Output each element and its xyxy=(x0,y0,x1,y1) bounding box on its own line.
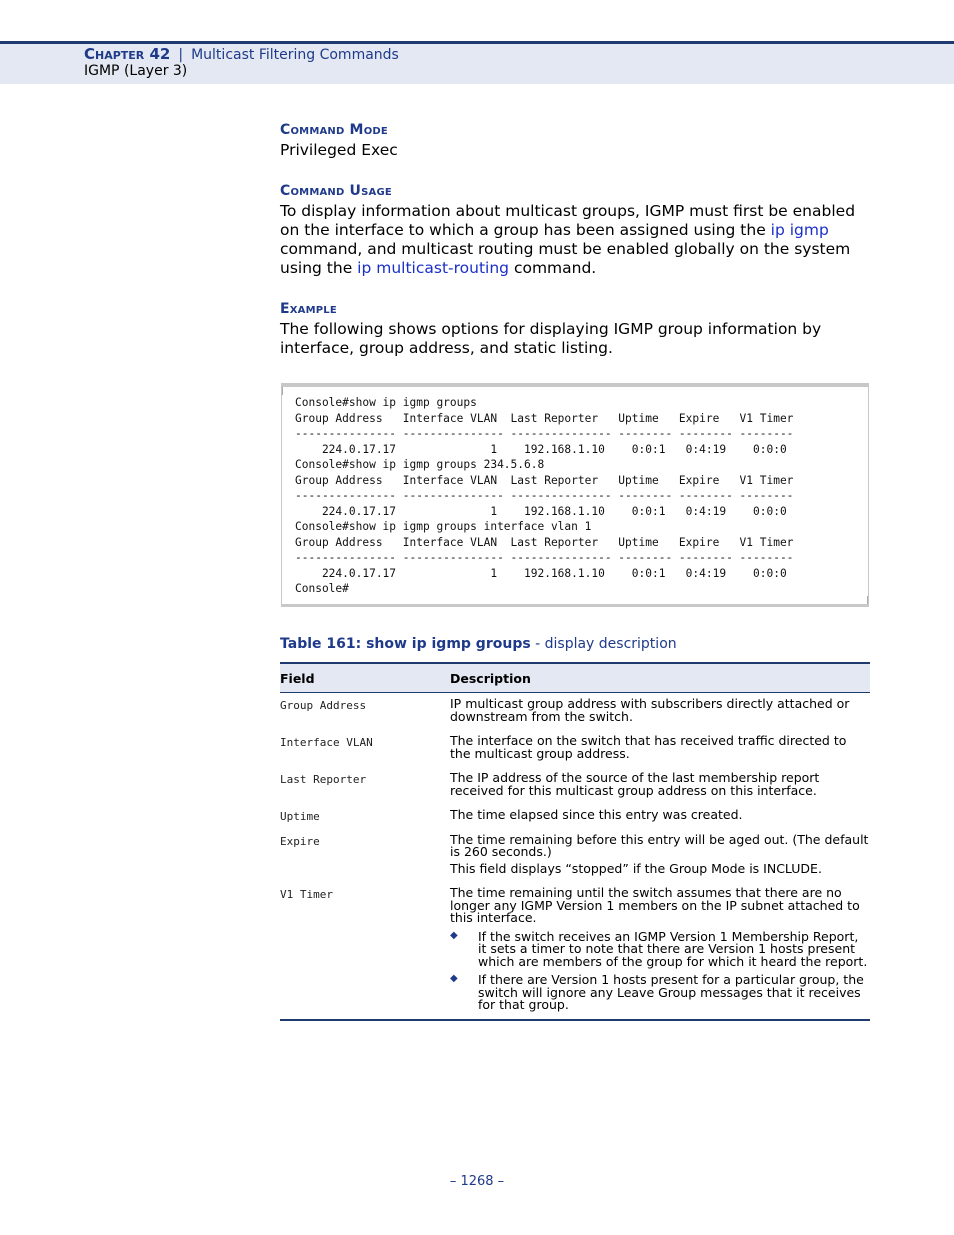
description-text: The interface on the switch that has received traffic directed to the multicast group address. xyxy=(450,733,847,761)
bullet-item xyxy=(450,928,870,969)
console-line: 224.0.17.17 1 192.168.1.10 0:0:1 0:4:19 0:0:0 xyxy=(295,566,787,580)
table-row xyxy=(280,829,870,883)
command-mode-heading: Command Mode xyxy=(280,122,388,138)
field-cell: Expire xyxy=(280,834,320,848)
ip-multicast-routing-link[interactable]: ip multicast-routing xyxy=(357,259,510,277)
column-header-description: Description xyxy=(450,663,870,693)
description-cell xyxy=(450,804,870,829)
description-cell xyxy=(450,829,870,883)
command-mode-text: Privileged Exec xyxy=(280,141,398,159)
usage-text-2: command, and multicast routing must be enabled globally on the system using the xyxy=(280,240,851,277)
console-output xyxy=(295,395,793,597)
table-header-row xyxy=(280,663,870,693)
description-text: IP multicast group address with subscribers directly attached or downstream from the switch. xyxy=(450,696,850,724)
table-row xyxy=(280,882,870,1020)
field-cell: Interface VLAN xyxy=(280,736,373,749)
code-box-corner xyxy=(863,596,868,604)
console-line: 224.0.17.17 1 192.168.1.10 0:0:1 0:4:19 0:0:0 xyxy=(295,442,787,456)
table-row xyxy=(280,767,870,804)
field-cell: Last Reporter xyxy=(280,773,367,786)
bullet-item xyxy=(450,974,870,1012)
field-cell: V1 Timer xyxy=(280,888,333,901)
field-cell: Group Address xyxy=(280,699,367,712)
console-line: --------------- --------------- --------------- -------- -------- -------- xyxy=(295,427,794,440)
example-heading: Example xyxy=(280,301,337,317)
ip-igmp-link[interactable]: ip igmp xyxy=(770,221,829,239)
console-line: Console# xyxy=(295,582,349,595)
table-row xyxy=(280,804,870,829)
page-number: – 1268 – xyxy=(449,1174,505,1189)
code-box-corner xyxy=(282,387,287,395)
description-text: This field displays “stopped” if the Group Mode is INCLUDE. xyxy=(450,860,822,876)
running-header xyxy=(84,45,399,63)
console-line: 224.0.17.17 1 192.168.1.10 0:0:1 0:4:19 0:0:0 xyxy=(295,504,787,518)
console-line: --------------- --------------- --------------- -------- -------- -------- xyxy=(295,551,794,564)
description-text: The time remaining until the switch assumes that there are no longer any IGMP Version 1 members on the IP subnet attached to this interface. xyxy=(450,885,860,925)
description-cell xyxy=(450,882,870,1020)
console-line: Console#show ip igmp groups 234.5.6.8 xyxy=(295,458,545,471)
table-row xyxy=(280,730,870,767)
field-cell: Uptime xyxy=(280,810,320,823)
description-text: The time remaining before this entry will be aged out. (The default is 260 seconds.) xyxy=(450,831,869,859)
console-line: Console#show ip igmp groups xyxy=(295,396,477,409)
description-cell xyxy=(450,693,870,731)
code-example-box xyxy=(281,383,869,607)
command-usage-heading: Command Usage xyxy=(280,183,392,199)
description-text: The time elapsed since this entry was created. xyxy=(450,807,743,822)
bullet-text: If the switch receives an IGMP Version 1 Membership Report, it sets a timer to note that there are Version 1 hosts present which are members of the group for which it heard the report. xyxy=(478,928,868,969)
table-caption-title: Table 161: show ip igmp groups xyxy=(280,636,531,652)
usage-text-3: command. xyxy=(509,259,597,277)
description-cell xyxy=(450,767,870,804)
example-text: The following shows options for displaying IGMP group information by interface, group address, and static listing. xyxy=(280,320,822,357)
chapter-label: Chapter 42 xyxy=(84,45,171,63)
table-caption-subtitle: - display description xyxy=(530,636,677,652)
usage-text-1: To display information about multicast groups, IGMP must first be enabled on the interface to which a group has been assigned using the xyxy=(280,202,856,239)
header-separator: | xyxy=(178,47,184,63)
command-usage-text xyxy=(280,202,870,278)
bullet-text: If there are Version 1 hosts present for a particular group, the switch will ignore any Leave Group messages that it receives for that group. xyxy=(478,972,864,1012)
chapter-title: Multicast Filtering Commands xyxy=(191,47,399,63)
description-table xyxy=(280,662,870,1021)
console-line: Group Address Interface VLAN Last Reporter Uptime Expire V1 Timer xyxy=(295,411,794,425)
description-cell xyxy=(450,730,870,767)
console-line: Group Address Interface VLAN Last Reporter Uptime Expire V1 Timer xyxy=(295,473,794,487)
description-text: The IP address of the source of the last membership report received for this multicast group address on this interface. xyxy=(450,770,820,798)
section-subtitle: IGMP (Layer 3) xyxy=(84,63,188,79)
table-row xyxy=(280,693,870,731)
console-line: Group Address Interface VLAN Last Reporter Uptime Expire V1 Timer xyxy=(295,535,794,549)
table-caption xyxy=(280,636,677,652)
column-header-field: Field xyxy=(280,663,450,693)
console-line: --------------- --------------- --------------- -------- -------- -------- xyxy=(295,489,794,502)
console-line: Console#show ip igmp groups interface vlan 1 xyxy=(295,520,592,533)
diamond-bullet-icon: ◆ xyxy=(450,973,458,984)
diamond-bullet-icon: ◆ xyxy=(450,929,458,941)
